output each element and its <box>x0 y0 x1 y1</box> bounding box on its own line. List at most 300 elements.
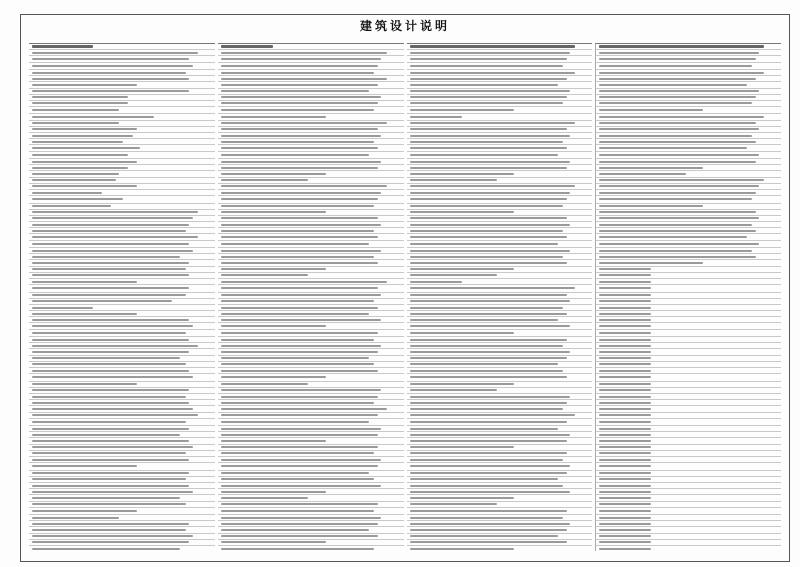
text-line-placeholder <box>221 135 382 137</box>
text-line-placeholder <box>410 389 497 391</box>
spec-row <box>596 107 781 114</box>
text-line-placeholder <box>221 376 326 378</box>
text-line-placeholder <box>221 173 326 175</box>
text-line-placeholder <box>221 109 375 111</box>
text-line-placeholder <box>599 459 651 461</box>
text-line-placeholder <box>410 523 571 525</box>
text-line-placeholder <box>221 478 375 480</box>
text-line-placeholder <box>599 478 651 480</box>
text-line-placeholder <box>599 396 651 398</box>
text-line-placeholder <box>32 256 180 258</box>
text-line-placeholder <box>599 313 651 315</box>
text-line-placeholder <box>32 452 186 454</box>
text-line-placeholder <box>221 287 378 289</box>
spec-row <box>407 508 593 515</box>
text-line-placeholder <box>599 300 651 302</box>
text-line-placeholder <box>221 357 369 359</box>
text-line-placeholder <box>410 243 558 245</box>
text-line-placeholder <box>410 268 515 270</box>
text-line-placeholder <box>32 72 186 74</box>
text-line-placeholder <box>32 503 186 505</box>
text-line-placeholder <box>410 357 567 359</box>
text-line-placeholder <box>410 96 567 98</box>
text-line-placeholder <box>221 446 378 448</box>
text-line-placeholder <box>410 541 567 543</box>
text-line-placeholder <box>221 96 382 98</box>
text-line-placeholder <box>221 325 326 327</box>
text-line-placeholder <box>32 45 93 47</box>
text-line-placeholder <box>599 128 759 130</box>
text-line-placeholder <box>32 517 119 519</box>
spec-row <box>29 463 215 470</box>
text-line-placeholder <box>410 517 564 519</box>
spec-row <box>218 152 404 159</box>
text-line-placeholder <box>221 250 382 252</box>
spec-row <box>596 196 781 203</box>
text-line-placeholder <box>410 198 567 200</box>
text-line-placeholder <box>410 478 558 480</box>
text-line-placeholder <box>599 452 651 454</box>
text-line-placeholder <box>221 459 382 461</box>
text-line-placeholder <box>599 351 651 353</box>
text-line-placeholder <box>221 541 326 543</box>
text-line-placeholder <box>32 84 137 86</box>
text-line-placeholder <box>599 363 651 365</box>
text-line-placeholder <box>32 376 193 378</box>
text-line-placeholder <box>599 109 703 111</box>
text-line-placeholder <box>32 332 186 334</box>
text-line-placeholder <box>221 58 382 60</box>
text-line-placeholder <box>599 84 747 86</box>
text-line-placeholder <box>599 173 686 175</box>
spec-row <box>29 285 215 292</box>
text-line-placeholder <box>599 357 651 359</box>
text-line-placeholder <box>221 332 378 334</box>
text-line-placeholder <box>410 154 558 156</box>
text-line-placeholder <box>221 45 273 47</box>
text-line-placeholder <box>32 109 119 111</box>
text-line-placeholder <box>410 128 567 130</box>
spec-row <box>596 508 781 515</box>
spec-column-4 <box>595 43 781 551</box>
drawing-frame <box>20 14 790 562</box>
text-line-placeholder <box>410 192 571 194</box>
spec-row <box>29 196 215 203</box>
spec-row <box>596 419 781 426</box>
text-line-placeholder <box>599 268 651 270</box>
text-line-placeholder <box>410 529 567 531</box>
text-line-placeholder <box>410 45 576 47</box>
text-line-placeholder <box>599 408 651 410</box>
text-line-placeholder <box>221 548 375 550</box>
spec-row <box>596 330 781 337</box>
text-line-placeholder <box>599 414 651 416</box>
text-line-placeholder <box>410 535 558 537</box>
text-line-placeholder <box>32 250 193 252</box>
spec-row <box>407 63 593 70</box>
text-line-placeholder <box>599 205 703 207</box>
text-line-placeholder <box>599 541 651 543</box>
text-line-placeholder <box>410 78 567 80</box>
text-line-placeholder <box>410 256 564 258</box>
text-line-placeholder <box>32 428 189 430</box>
text-line-placeholder <box>599 332 651 334</box>
text-line-placeholder <box>410 497 515 499</box>
text-line-placeholder <box>221 408 387 410</box>
text-line-placeholder <box>599 325 651 327</box>
text-line-placeholder <box>221 167 378 169</box>
text-line-placeholder <box>599 154 759 156</box>
text-line-placeholder <box>32 363 186 365</box>
text-line-placeholder <box>410 485 564 487</box>
spec-row <box>29 508 215 515</box>
text-line-placeholder <box>221 497 308 499</box>
text-line-placeholder <box>221 535 378 537</box>
text-line-placeholder <box>32 274 189 276</box>
spec-row <box>407 374 593 381</box>
text-line-placeholder <box>599 179 764 181</box>
spec-row <box>407 241 593 248</box>
text-line-placeholder <box>410 332 515 334</box>
text-line-placeholder <box>221 428 382 430</box>
text-line-placeholder <box>410 281 462 283</box>
text-line-placeholder <box>410 250 571 252</box>
text-line-placeholder <box>32 402 189 404</box>
text-line-placeholder <box>221 262 378 264</box>
text-line-placeholder <box>221 485 382 487</box>
text-line-placeholder <box>599 90 759 92</box>
text-line-placeholder <box>410 313 567 315</box>
text-line-placeholder <box>221 421 369 423</box>
text-line-placeholder <box>221 78 387 80</box>
text-line-placeholder <box>32 383 137 385</box>
text-line-placeholder <box>599 402 651 404</box>
text-line-placeholder <box>599 167 703 169</box>
spec-row <box>218 107 404 114</box>
text-line-placeholder <box>410 262 567 264</box>
text-line-placeholder <box>599 147 747 149</box>
text-line-placeholder <box>410 421 567 423</box>
spec-row <box>407 196 593 203</box>
text-line-placeholder <box>221 294 382 296</box>
text-line-placeholder <box>599 122 755 124</box>
text-line-placeholder <box>410 434 571 436</box>
text-line-placeholder <box>221 198 378 200</box>
text-line-placeholder <box>221 102 378 104</box>
text-line-placeholder <box>410 224 571 226</box>
text-line-placeholder <box>221 313 369 315</box>
text-line-placeholder <box>221 122 387 124</box>
text-line-placeholder <box>410 287 576 289</box>
text-line-placeholder <box>410 217 567 219</box>
text-line-placeholder <box>599 243 759 245</box>
text-line-placeholder <box>410 167 567 169</box>
text-line-placeholder <box>32 345 198 347</box>
text-line-placeholder <box>410 147 567 149</box>
text-line-placeholder <box>221 345 382 347</box>
text-line-placeholder <box>410 109 515 111</box>
text-line-placeholder <box>32 541 189 543</box>
text-line-placeholder <box>32 325 193 327</box>
spec-row <box>29 241 215 248</box>
text-line-placeholder <box>32 339 189 341</box>
text-line-placeholder <box>221 72 375 74</box>
text-line-placeholder <box>221 205 375 207</box>
text-line-placeholder <box>599 517 651 519</box>
text-line-placeholder <box>410 414 576 416</box>
text-line-placeholder <box>599 281 651 283</box>
text-line-placeholder <box>221 230 375 232</box>
text-line-placeholder <box>599 262 703 264</box>
text-line-placeholder <box>599 446 651 448</box>
text-line-placeholder <box>32 52 198 54</box>
text-line-placeholder <box>32 421 186 423</box>
text-line-placeholder <box>599 161 755 163</box>
text-line-placeholder <box>599 230 755 232</box>
text-line-placeholder <box>32 230 186 232</box>
text-line-placeholder <box>32 535 193 537</box>
text-line-placeholder <box>599 434 651 436</box>
text-line-placeholder <box>221 243 369 245</box>
text-line-placeholder <box>32 128 137 130</box>
text-line-placeholder <box>599 529 651 531</box>
spec-row <box>29 63 215 70</box>
text-line-placeholder <box>221 351 378 353</box>
spec-column-3 <box>407 43 593 551</box>
text-line-placeholder <box>32 90 189 92</box>
text-line-placeholder <box>32 141 123 143</box>
text-line-placeholder <box>221 434 378 436</box>
text-line-placeholder <box>410 428 558 430</box>
text-line-placeholder <box>599 345 651 347</box>
text-line-placeholder <box>32 147 140 149</box>
text-line-placeholder <box>32 414 198 416</box>
spec-row <box>29 152 215 159</box>
text-line-placeholder <box>410 65 564 67</box>
text-line-placeholder <box>32 497 180 499</box>
text-line-placeholder <box>221 396 378 398</box>
text-line-placeholder <box>410 185 576 187</box>
text-line-placeholder <box>599 370 651 372</box>
text-line-placeholder <box>32 65 193 67</box>
text-line-placeholder <box>32 135 133 137</box>
text-line-placeholder <box>410 173 515 175</box>
text-line-placeholder <box>221 452 375 454</box>
text-line-placeholder <box>32 313 137 315</box>
text-line-placeholder <box>221 402 375 404</box>
spec-row <box>596 285 781 292</box>
text-line-placeholder <box>410 396 571 398</box>
text-line-placeholder <box>410 459 564 461</box>
text-line-placeholder <box>410 446 515 448</box>
text-line-placeholder <box>599 497 651 499</box>
text-line-placeholder <box>221 147 378 149</box>
text-line-placeholder <box>410 141 564 143</box>
text-line-placeholder <box>221 339 375 341</box>
text-line-placeholder <box>221 185 387 187</box>
text-line-placeholder <box>32 205 111 207</box>
text-line-placeholder <box>410 325 571 327</box>
text-line-placeholder <box>221 141 375 143</box>
text-line-placeholder <box>32 116 154 118</box>
text-line-placeholder <box>32 389 189 391</box>
text-line-placeholder <box>410 339 567 341</box>
text-line-placeholder <box>599 287 651 289</box>
text-line-placeholder <box>410 90 571 92</box>
text-line-placeholder <box>410 472 567 474</box>
text-line-placeholder <box>599 485 651 487</box>
spec-row <box>407 546 593 551</box>
text-line-placeholder <box>221 529 369 531</box>
text-line-placeholder <box>221 414 378 416</box>
text-line-placeholder <box>599 52 759 54</box>
text-line-placeholder <box>32 440 189 442</box>
text-line-placeholder <box>32 224 189 226</box>
text-line-placeholder <box>410 116 462 118</box>
text-line-placeholder <box>221 256 375 258</box>
text-line-placeholder <box>599 224 752 226</box>
text-line-placeholder <box>410 510 567 512</box>
text-line-placeholder <box>32 294 186 296</box>
text-line-placeholder <box>221 370 378 372</box>
text-line-placeholder <box>32 58 189 60</box>
spec-row <box>218 508 404 515</box>
text-line-placeholder <box>32 78 189 80</box>
page-title: 建筑设计说明 <box>359 19 450 33</box>
text-line-placeholder <box>221 440 326 442</box>
spec-row <box>407 463 593 470</box>
text-line-placeholder <box>410 383 515 385</box>
spec-row <box>218 463 404 470</box>
text-line-placeholder <box>599 256 755 258</box>
spec-row <box>218 196 404 203</box>
text-line-placeholder <box>599 472 651 474</box>
text-line-placeholder <box>410 402 567 404</box>
text-line-placeholder <box>410 307 564 309</box>
text-line-placeholder <box>410 503 497 505</box>
text-line-placeholder <box>221 281 387 283</box>
text-line-placeholder <box>221 319 382 321</box>
spec-row <box>596 152 781 159</box>
text-line-placeholder <box>599 198 752 200</box>
text-line-placeholder <box>221 503 378 505</box>
text-line-placeholder <box>410 274 497 276</box>
text-line-placeholder <box>410 58 567 60</box>
text-line-placeholder <box>599 465 651 467</box>
spec-row <box>218 374 404 381</box>
text-line-placeholder <box>32 434 180 436</box>
text-line-placeholder <box>32 102 128 104</box>
spec-row <box>29 330 215 337</box>
text-line-placeholder <box>221 154 369 156</box>
spec-row <box>407 419 593 426</box>
text-line-placeholder <box>32 281 137 283</box>
text-line-placeholder <box>599 96 755 98</box>
text-line-placeholder <box>410 351 571 353</box>
text-line-placeholder <box>599 491 651 493</box>
spec-row <box>407 107 593 114</box>
spec-row <box>596 63 781 70</box>
text-line-placeholder <box>221 90 369 92</box>
text-line-placeholder <box>32 485 189 487</box>
text-line-placeholder <box>410 135 571 137</box>
text-line-placeholder <box>410 363 558 365</box>
spec-row <box>29 374 215 381</box>
text-line-placeholder <box>599 510 651 512</box>
spec-row <box>596 241 781 248</box>
text-line-placeholder <box>221 274 308 276</box>
text-line-placeholder <box>221 389 382 391</box>
spec-row <box>218 241 404 248</box>
spec-row <box>29 546 215 551</box>
text-line-placeholder <box>32 262 189 264</box>
text-line-placeholder <box>32 446 193 448</box>
text-line-placeholder <box>221 217 378 219</box>
text-line-placeholder <box>32 287 189 289</box>
spec-row <box>29 107 215 114</box>
text-line-placeholder <box>599 102 752 104</box>
text-line-placeholder <box>32 465 137 467</box>
text-line-placeholder <box>32 185 137 187</box>
text-line-placeholder <box>599 274 651 276</box>
text-line-placeholder <box>32 459 189 461</box>
text-line-placeholder <box>32 351 189 353</box>
spec-column-2 <box>218 43 404 551</box>
text-line-placeholder <box>221 363 375 365</box>
text-line-placeholder <box>599 58 755 60</box>
text-line-placeholder <box>32 307 93 309</box>
text-line-placeholder <box>32 357 180 359</box>
text-line-placeholder <box>410 122 576 124</box>
text-line-placeholder <box>32 154 128 156</box>
text-line-placeholder <box>599 65 752 67</box>
text-line-placeholder <box>221 465 378 467</box>
text-line-placeholder <box>221 211 326 213</box>
text-line-placeholder <box>410 465 571 467</box>
text-line-placeholder <box>599 78 755 80</box>
text-line-placeholder <box>32 173 119 175</box>
spec-row <box>218 419 404 426</box>
text-line-placeholder <box>599 376 651 378</box>
text-line-placeholder <box>221 192 382 194</box>
text-line-placeholder <box>599 421 651 423</box>
text-line-placeholder <box>221 517 382 519</box>
text-line-placeholder <box>410 370 564 372</box>
text-line-placeholder <box>599 307 651 309</box>
text-line-placeholder <box>32 217 193 219</box>
text-line-placeholder <box>32 510 137 512</box>
spec-column-1 <box>29 43 215 551</box>
text-line-placeholder <box>221 52 387 54</box>
text-line-placeholder <box>599 45 764 47</box>
text-line-placeholder <box>410 548 515 550</box>
text-line-placeholder <box>599 135 752 137</box>
text-line-placeholder <box>410 52 571 54</box>
spec-columns <box>29 43 781 551</box>
text-line-placeholder <box>221 300 375 302</box>
text-line-placeholder <box>599 141 755 143</box>
text-line-placeholder <box>32 319 189 321</box>
text-line-placeholder <box>32 192 102 194</box>
text-line-placeholder <box>221 179 308 181</box>
text-line-placeholder <box>410 294 567 296</box>
text-line-placeholder <box>221 307 378 309</box>
text-line-placeholder <box>32 523 189 525</box>
text-line-placeholder <box>32 396 186 398</box>
text-line-placeholder <box>410 408 564 410</box>
text-line-placeholder <box>221 236 378 238</box>
text-line-placeholder <box>410 452 567 454</box>
